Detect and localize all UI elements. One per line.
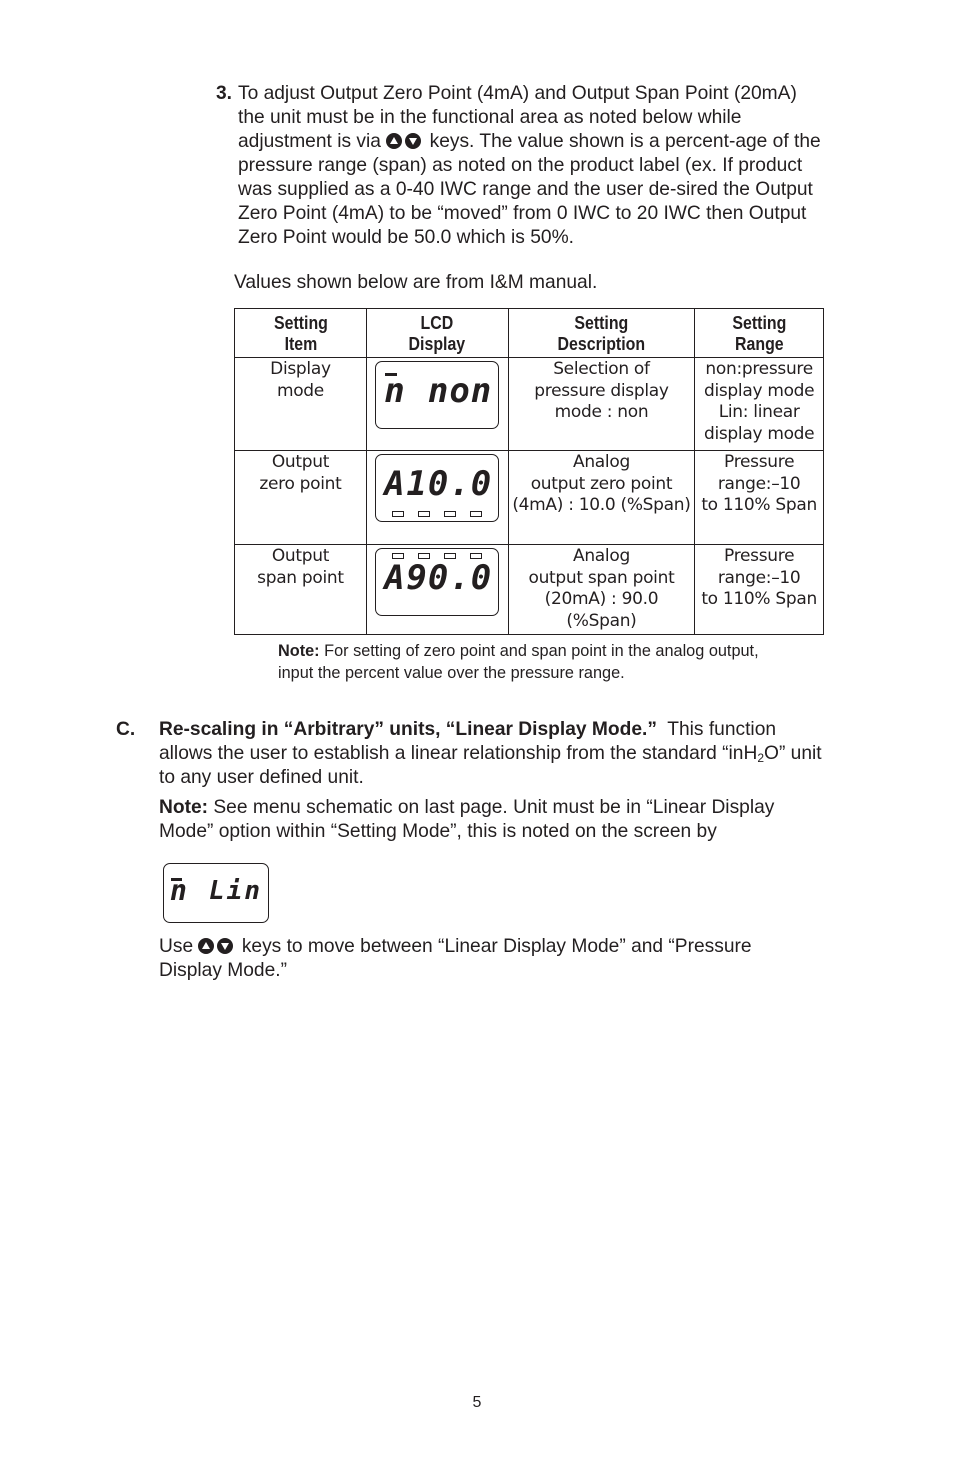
lcd-right-value: Lin <box>209 876 262 906</box>
cell-lcd-display <box>366 451 508 545</box>
note-label: Note: <box>159 797 209 818</box>
cell-setting-description: Analog output zero point (4mA) : 10.0 (%Span) <box>508 451 695 545</box>
section-c-note <box>159 796 826 844</box>
lcd-display <box>375 454 499 522</box>
note-label: Note: <box>278 642 320 660</box>
values-note: Values shown below are from I&M manual. <box>234 272 598 293</box>
down-arrow-key-icon <box>217 938 233 954</box>
lcd-left-char: A <box>384 558 405 598</box>
cell-setting-item: Display mode <box>235 358 367 451</box>
step-3-text-before: To adjust Output Zero Point (4mA) and Output Span Point (20mA) the unit must be in the functional area as noted below while adjustment is via <box>238 83 797 152</box>
section-c <box>116 718 826 850</box>
table-row <box>235 358 824 451</box>
page-number: 5 <box>472 1394 482 1411</box>
cell-setting-range: non:pressure display mode Lin: linear display mode <box>695 358 824 451</box>
up-arrow-key-icon <box>198 938 214 954</box>
section-letter: C. <box>116 719 136 740</box>
cell-setting-item: Output zero point <box>235 451 367 545</box>
use-keys-instruction: Use keys to move between “Linear Display Mode” and “Pressure Display Mode.” <box>159 936 752 981</box>
section-c-body <box>159 718 826 844</box>
cell-setting-description: Analog output span point (20mA) : 90.0 (%Span) <box>508 545 695 635</box>
lcd-display-linear <box>163 863 269 923</box>
cell-setting-range: Pressure range:–10 to 110% Span <box>695 545 824 635</box>
lcd-segment-indicators <box>392 511 482 517</box>
section-c-heading: Re-scaling in “Arbitrary” units, “Linear Display Mode.” <box>159 719 657 740</box>
lcd-display <box>375 548 499 616</box>
note-text: See menu schematic on last page. Unit must be in “Linear Display Mode” option within “Setting Mode”, this is noted on the screen by <box>159 797 775 842</box>
up-arrow-key-icon <box>386 133 402 149</box>
cell-setting-item: Output span point <box>235 545 367 635</box>
settings-table <box>234 308 824 635</box>
lcd-right-value: non <box>427 371 493 411</box>
lcd-right-value: 90.0 <box>406 558 493 598</box>
header-setting-description: Setting Description <box>521 309 682 358</box>
table-row <box>235 451 824 545</box>
table-row <box>235 545 824 635</box>
step-3-text <box>238 82 828 250</box>
cell-lcd-display <box>366 358 508 451</box>
lcd-right-value: 10.0 <box>406 464 493 504</box>
cell-setting-description: Selection of pressure display mode : non <box>508 358 695 451</box>
step-number: 3. <box>216 83 233 104</box>
note-text: For setting of zero point and span point in the analog output, input the percent value over the pressure range. <box>278 642 759 682</box>
cell-lcd-display <box>366 545 508 635</box>
lcd-left-char: n <box>384 371 405 411</box>
step-3-paragraph <box>216 82 828 250</box>
header-lcd-display: LCD Display <box>376 309 498 358</box>
lcd-left-char: A <box>384 464 405 504</box>
lcd-left-char: n <box>170 874 187 907</box>
cell-setting-range: Pressure range:–10 to 110% Span <box>695 451 824 545</box>
table-note <box>278 640 778 684</box>
header-setting-item: Setting Item <box>244 309 357 358</box>
step-3-text-after: keys. The value shown is a percent-age of the pressure range (span) as noted on the product label (ex. If product was supplied as a 0-40 IWC range and the user de-sired the Output Zero Point (4mA) to be “moved” from 0 IWC to 20 IWC then Output Zero Point would be 50.0 which is 50%. <box>238 131 821 248</box>
header-setting-range: Setting Range <box>704 309 815 358</box>
table-header-row <box>235 309 824 358</box>
down-arrow-key-icon <box>405 133 421 149</box>
section-c-intro: Re-scaling in “Arbitrary” units, “Linear Display Mode.” This function allows the user to establish a linear relationship from the standard “inH$_2$O” unit to any user defined unit. <box>159 719 822 788</box>
lcd-display <box>375 361 499 429</box>
